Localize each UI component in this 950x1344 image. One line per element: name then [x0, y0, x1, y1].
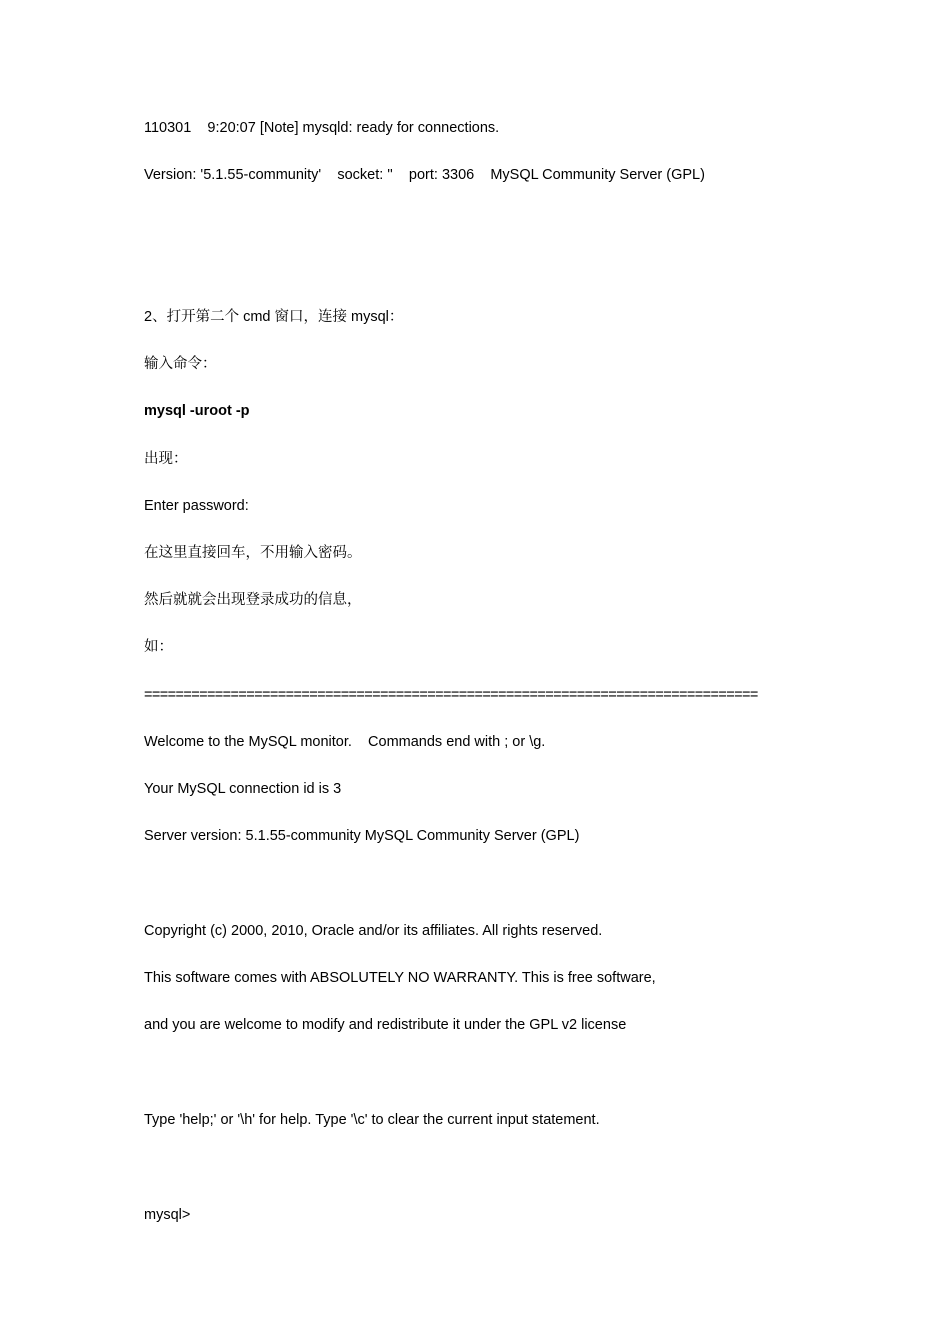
instruction-text: 在这里直接回车，不用输入密码。	[144, 545, 362, 561]
command-text: mysql -uroot -p	[144, 403, 250, 419]
instruction-text: 如：	[144, 639, 173, 655]
console-output-line: Your MySQL connection id is 3	[144, 781, 342, 797]
mysql-prompt: mysql>	[144, 1207, 191, 1223]
console-output-line: Type 'help;' or '\h' for help. Type '\c' to clear the current input statement.	[144, 1112, 600, 1128]
console-output-line: Copyright (c) 2000, 2010, Oracle and/or its affiliates. All rights reserved.	[144, 923, 603, 939]
instruction-text: 输入命令：	[144, 356, 217, 372]
log-ready-line: 110301 9:20:07 [Note] mysqld: ready for connections.	[144, 120, 500, 136]
instruction-text: 然后就就会出现登录成功的信息，	[144, 592, 362, 608]
instruction-text: 出现：	[144, 451, 188, 467]
console-output-line: Server version: 5.1.55-community MySQL Community Server (GPL)	[144, 828, 580, 844]
console-output-line: Welcome to the MySQL monitor. Commands end with ; or \g.	[144, 734, 546, 750]
separator-line: ==============================================================================	[144, 687, 758, 703]
console-output-line: This software comes with ABSOLUTELY NO WARRANTY. This is free software,	[144, 970, 656, 986]
log-version-line: Version: '5.1.55-community' socket: '' port: 3306 MySQL Community Server (GPL)	[144, 167, 705, 183]
step-heading: 2、打开第二个 cmd 窗口，连接 mysql：	[144, 309, 404, 325]
console-output-line: and you are welcome to modify and redistribute it under the GPL v2 license	[144, 1017, 627, 1033]
password-prompt-text: Enter password:	[144, 498, 249, 514]
